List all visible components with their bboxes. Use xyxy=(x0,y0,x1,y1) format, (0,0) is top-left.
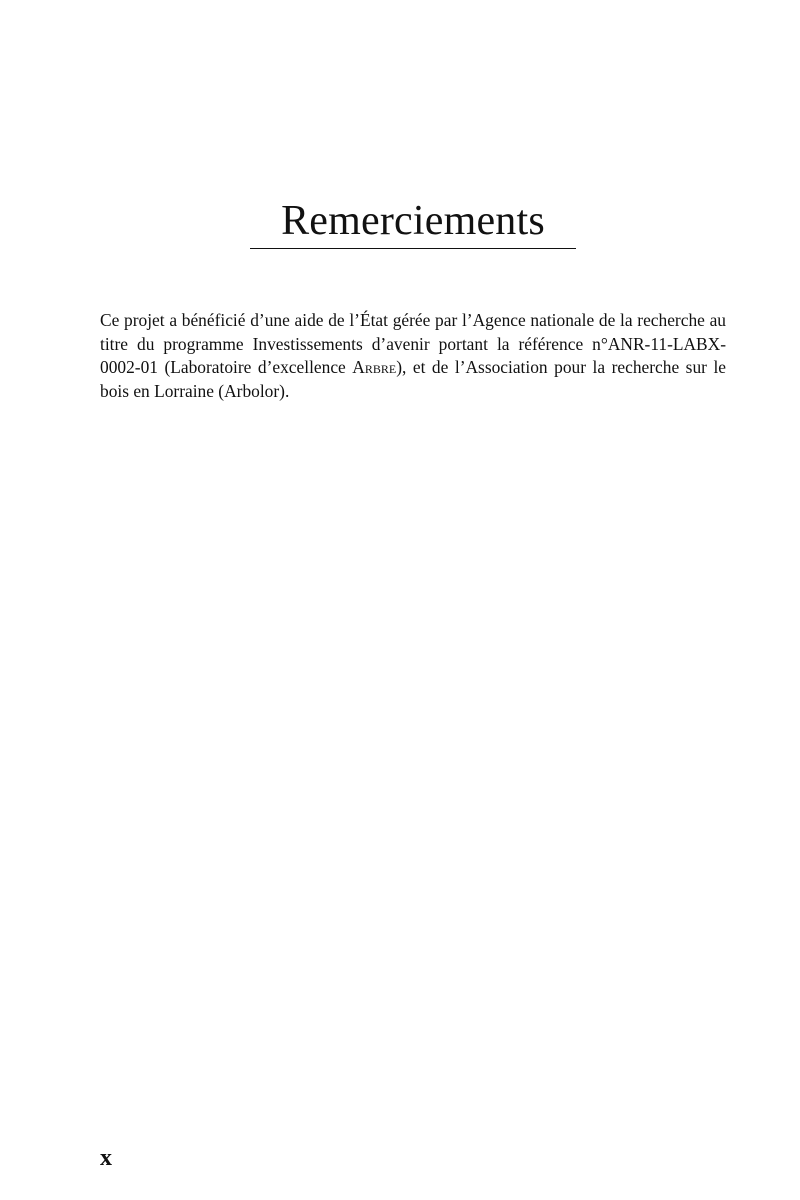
page-title: Remerciements xyxy=(281,198,545,244)
acknowledgements-paragraph xyxy=(100,309,726,403)
page-number: x xyxy=(100,1145,112,1171)
labex-name-small-caps: Arbre xyxy=(352,357,397,378)
title-underline xyxy=(250,248,576,249)
paragraph-text-part-1: Ce projet a bénéficié d’une aide de l’État gérée par l’Agence nationale de la recherche au titre du programme Investissements d’avenir portant la référence n°ANR-11-LABX-0002-01 (Laboratoire d’excellence xyxy=(100,310,726,378)
paragraph-text-part-2: ), et de l’Association pour la recherche sur le bois en Lorraine (Arbolor). xyxy=(100,357,727,401)
